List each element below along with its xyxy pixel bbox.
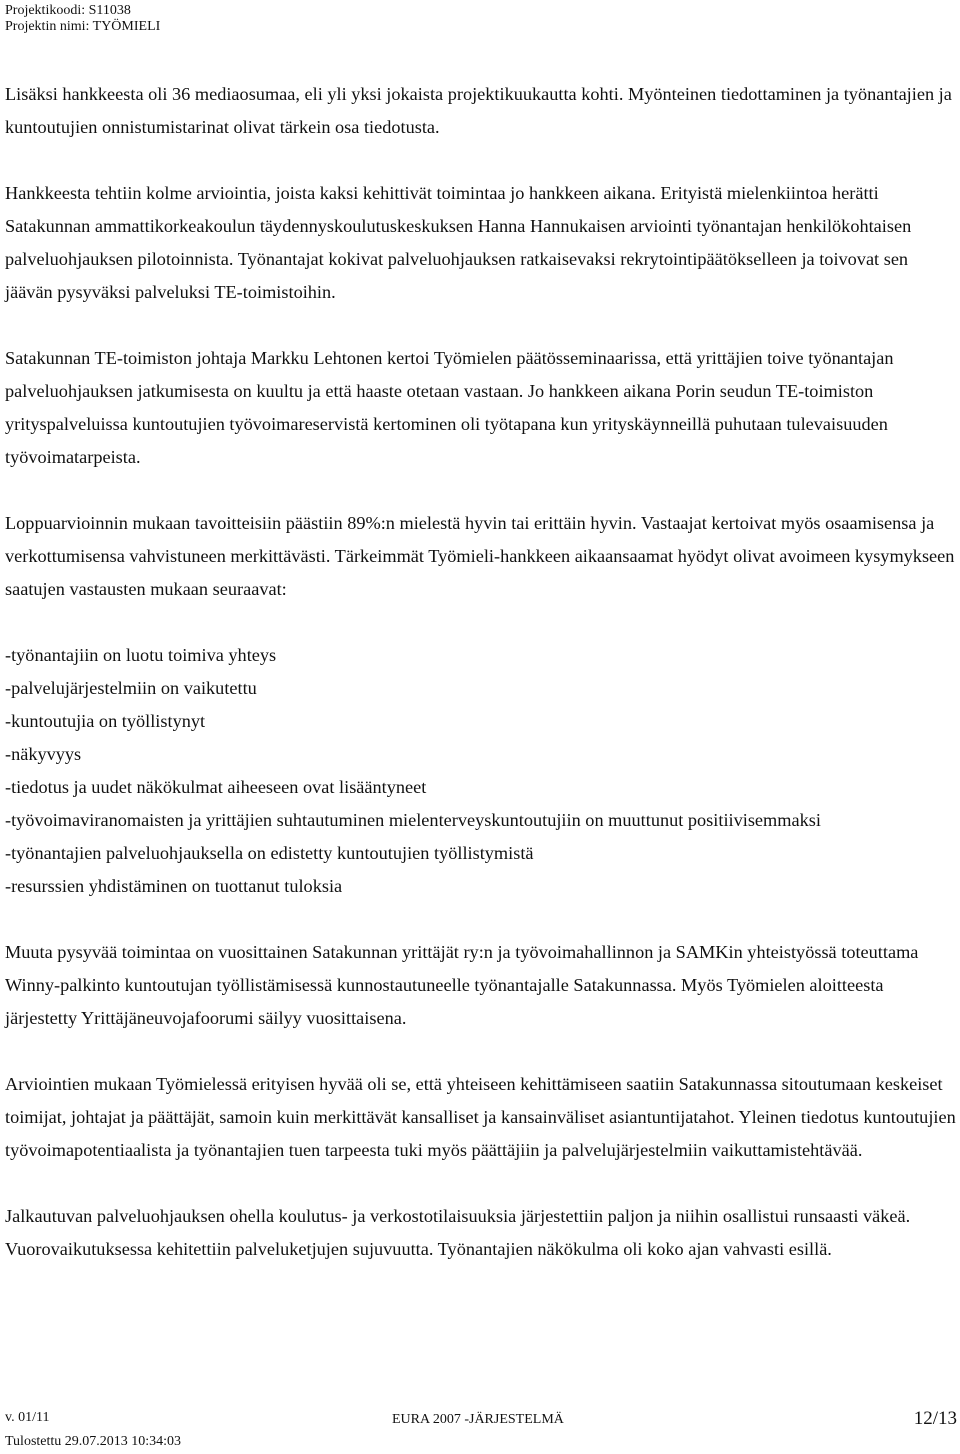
list-item: -tiedotus ja uudet näkökulmat aiheeseen ovat lisääntyneet	[5, 777, 427, 797]
paragraph-evaluations: Hankkeesta tehtiin kolme arviointia, joista kaksi kehittivät toimintaa jo hankkeen aikana. Erityistä mielenkiintoa herätti Satakunnan ammattikorkeakoulun täydennyskoulutuskeskuksen Hanna Hannukaisen arviointi työnantajan henkilökohtaisen palveluohjauksen pilotoinnista. Työnantajat kokivat palveluohjauksen ratkaisevaksi rekrytointipäätökselleen ja toivovat sen jäävän pysyväksi palveluksi TE-toimistoihin.	[5, 183, 912, 302]
page-header	[5, 3, 160, 35]
page-number: 12/13	[913, 1408, 957, 1429]
list-item: -resurssien yhdistäminen on tuottanut tuloksia	[5, 876, 343, 896]
version-label: v. 01/11	[5, 1410, 50, 1425]
paragraph-service-guidance: Jalkautuvan palveluohjauksen ohella koulutus- ja verkostotilaisuuksia järjestettiin paljon ja niihin osallistui runsaasti väkeä. Vuorovaikutuksessa kehitettiin palveluketjujen sujuvuutta. Työnantajien näkökulma oli koko ajan vahvasti esillä.	[5, 1206, 911, 1259]
list-item: -kuntoutujia on työllistynyt	[5, 711, 206, 731]
list-item: -palvelujärjestelmiin on vaikutettu	[5, 678, 257, 698]
list-item: -näkyvyys	[5, 744, 82, 764]
project-code: Projektikoodi: S11038	[5, 3, 131, 18]
list-item: -työnantajien palveluohjauksella on edistetty kuntoutujien työllistymistä	[5, 843, 534, 863]
footer-left	[5, 1406, 181, 1454]
paragraph-te-office: Satakunnan TE-toimiston johtaja Markku Lehtonen kertoi Työmielen päätösseminaarissa, että yrittäjien toive työnantajan palveluohjauksen jatkumisesta on kuultu ja että haaste otetaan vastaan. Jo hankkeen aikana Porin seudun TE-toimiston yrityspalveluissa kuntoutujien työvoimareservistä kertominen oli työtapana kun yrityskäynneillä puhutaan tulevaisuuden työvoimatarpeista.	[5, 348, 894, 467]
list-item: -työvoimaviranomaisten ja yrittäjien suhtautuminen mielenterveyskuntoutujiin on muuttunut positiivisemmaksi	[5, 810, 821, 830]
paragraph-assessment-results: Arviointien mukaan Työmielessä erityisen hyvää oli se, että yhteiseen kehittämiseen saatiin Satakunnassa sitoutumaan keskeiset toimijat, johtajat ja päättäjät, samoin kuin merkittävät kansalliset ja kansainväliset asiantuntijatahot. Yleinen tiedotus kuntoutujien työvoimapotentiaalista ja työnantajien tuen tarpeesta tuki myös päättäjiin ja palvelujärjestelmiin vaikuttamistehtävää.	[5, 1074, 956, 1160]
paragraph-media: Lisäksi hankkeesta oli 36 mediaosumaa, eli yli yksi jokaista projektikuukautta kohti. Myönteinen tiedottaminen ja työnantajien ja kuntoutujien onnistumistarinat olivat tärkein osa tiedotusta.	[5, 84, 952, 137]
paragraph-permanent-activities: Muuta pysyvää toimintaa on vuosittainen Satakunnan yrittäjät ry:n ja työvoimahallinnon ja SAMKin yhteistyössä toteuttama Winny-palkinto kuntoutujan työllistämisessä kunnostautuneelle työnantajalle Satakunnassa. Myös Työmielen aloitteesta järjestetty Yrittäjäneuvojafoorumi säilyy vuosittaisena.	[5, 942, 919, 1028]
printed-timestamp: Tulostettu 29.07.2013 10:34:03	[5, 1434, 182, 1449]
project-name: Projektin nimi: TYÖMIELI	[5, 19, 161, 34]
document-body	[5, 78, 957, 1299]
system-name: EURA 2007 -JÄRJESTELMÄ	[392, 1412, 564, 1427]
benefits-list	[5, 639, 957, 903]
list-item: -työnantajiin on luotu toimiva yhteys	[5, 645, 277, 665]
paragraph-final-evaluation: Loppuarvioinnin mukaan tavoitteisiin päästiin 89%:n mielestä hyvin tai erittäin hyvin. Vastaajat kertoivat myös osaamisensa ja verkottumisensa vahvistuneen merkittävästi. Tärkeimmät Työmieli-hankkeen aikaansaamat hyödyt olivat avoimeen kysymykseen saatujen vastausten mukaan seuraavat:	[5, 513, 955, 599]
